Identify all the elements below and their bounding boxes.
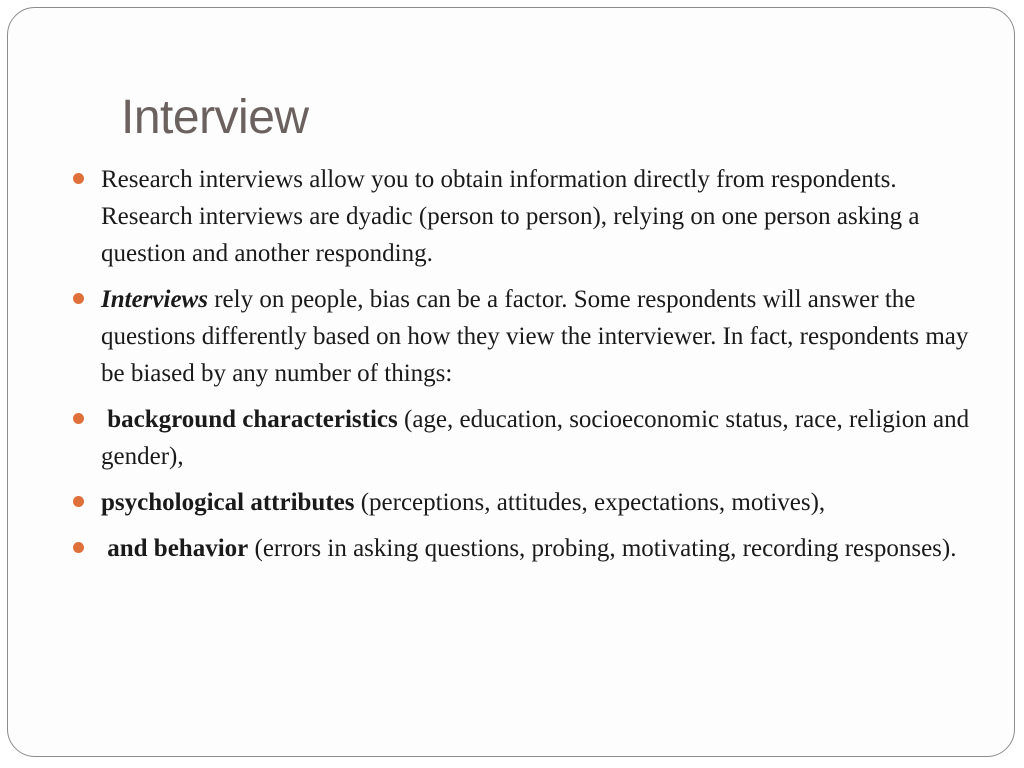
bullet-dot-icon xyxy=(73,496,84,507)
bullet-text: (perceptions, attitudes, expectations, motives), xyxy=(354,489,826,516)
bullet-item-interviews-bias xyxy=(101,281,981,392)
bullet-item-behavior xyxy=(101,530,981,567)
bullet-text: rely on people, bias can be a factor. Some respondents will answer the questions differently based on how they view the interviewer. In fact, respondents may be biased by any number of things: xyxy=(101,286,969,387)
bullet-text: (errors in asking questions, probing, motivating, recording responses). xyxy=(248,535,957,562)
bullet-lead: psychological attributes xyxy=(101,489,355,516)
bullet-text: (age, education, socioeconomic status, race, religion and gender), xyxy=(101,406,970,470)
slide-frame xyxy=(7,7,1015,757)
bullet-lead: and behavior xyxy=(101,535,249,562)
bullet-dot-icon xyxy=(73,542,84,553)
slide-title: Interview xyxy=(121,91,309,144)
bullet-dot-icon xyxy=(73,293,84,304)
bullet-item-research-interviews xyxy=(101,161,981,272)
bullet-dot-icon xyxy=(73,173,84,184)
bullet-item-psychological-attributes xyxy=(101,484,981,521)
bullet-lead: Interviews xyxy=(101,286,208,313)
bullet-lead: background characteristics xyxy=(101,406,398,433)
bullet-text: Research interviews allow you to obtain information directly from respondents. Research interviews are dyadic (person to person), relying on one person asking a question and another responding. xyxy=(101,166,920,267)
bullet-list xyxy=(101,161,981,576)
bullet-item-background-characteristics xyxy=(101,401,981,475)
bullet-dot-icon xyxy=(73,413,84,424)
